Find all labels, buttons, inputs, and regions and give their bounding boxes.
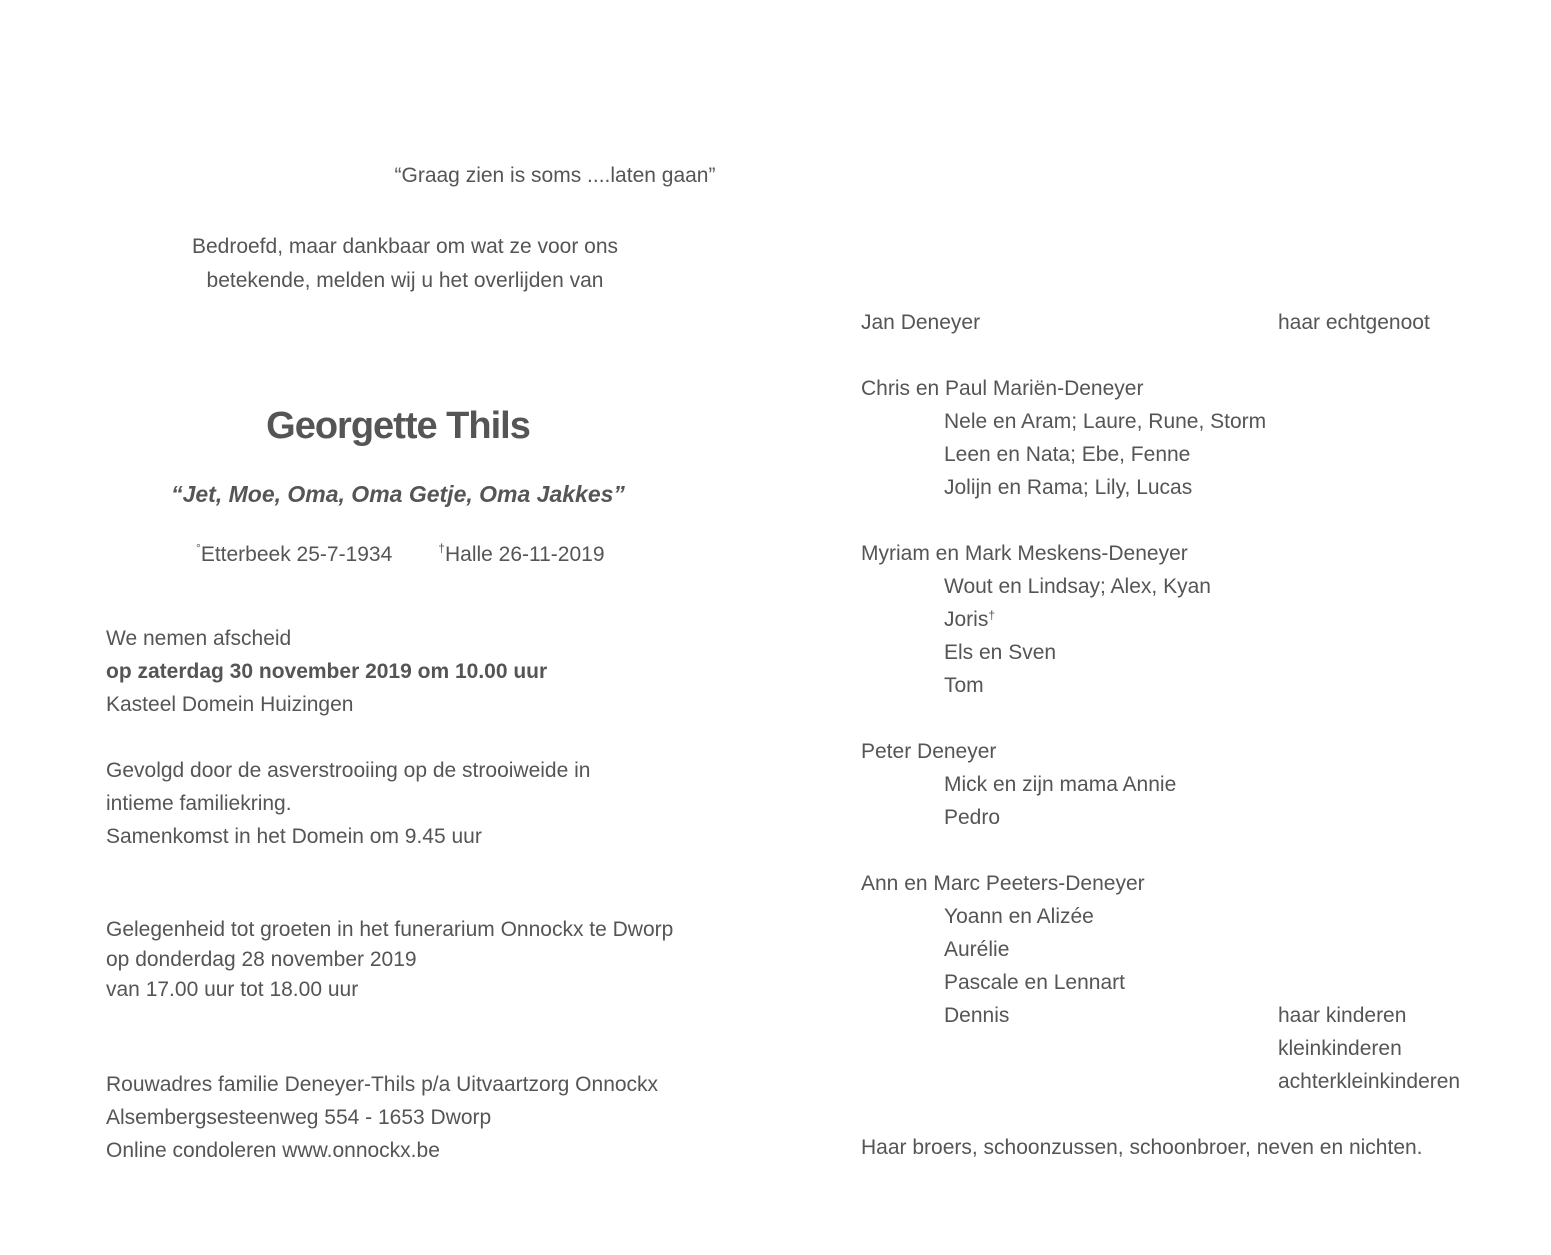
grandchild-entry: Tom (944, 674, 984, 697)
extended-family: Haar broers, schoonzussen, schoonbroer, neven en nichten. (861, 1136, 1423, 1159)
farewell-location: Kasteel Domein Huizingen (106, 693, 354, 716)
deceased-name: Georgette Thils (266, 405, 530, 447)
scattering-line: Gevolgd door de asverstrooiing op de strooiweide in (106, 759, 591, 782)
mourning-address (106, 1068, 658, 1167)
birth-symbol: ° (196, 541, 201, 555)
intro-line: Bedroefd, maar dankbaar om wat ze voor ons (191, 235, 619, 258)
visitation-line: Gelegenheid tot groeten in het funerarium Onnockx te Dworp (106, 918, 674, 941)
death-symbol: † (438, 541, 445, 555)
birth-date: Etterbeek 25-7-1934 (200, 543, 393, 566)
visitation-info (106, 915, 673, 1005)
address-line: Rouwadres familie Deneyer-Thils p/a Uitvaartzorg Onnockx (106, 1073, 659, 1096)
intro-line: betekende, melden wij u het overlijden van (206, 269, 604, 292)
grandchild-entry: Pedro (944, 806, 1001, 829)
grandchild-entry: Aurélie (944, 938, 1010, 961)
scattering-info (106, 754, 590, 853)
family-parents: Ann en Marc Peeters-Deneyer (861, 872, 1145, 895)
grandchild-entry: Yoann en Alizée (944, 905, 1094, 928)
intro-text (150, 230, 660, 298)
grandchild-entry: Jolijn en Rama; Lily, Lucas (944, 476, 1193, 499)
death-date: Halle 26-11-2019 (444, 543, 605, 566)
visitation-line: van 17.00 uur tot 18.00 uur (106, 978, 359, 1001)
relation-label: haar kinderen (1278, 1004, 1407, 1027)
quote: “Graag zien is soms ....laten gaan” (394, 164, 716, 187)
visitation-line: op donderdag 28 november 2019 (106, 948, 417, 971)
family-parents: Chris en Paul Mariën-Deneyer (861, 377, 1144, 400)
condolence-link: Online condoleren www.onnockx.be (106, 1139, 440, 1162)
grandchild-entry: Leen en Nata; Ebe, Fenne (944, 443, 1191, 466)
scattering-line: intieme familiekring. (106, 792, 292, 815)
spouse-relation: haar echtgenoot (1278, 311, 1430, 334)
relation-label: achterkleinkinderen (1278, 1070, 1461, 1093)
grandchild-entry: Els en Sven (944, 641, 1057, 664)
deceased-nicknames: “Jet, Moe, Oma, Oma Getje, Oma Jakkes” (171, 481, 625, 507)
grandchild-entry: Mick en zijn mama Annie (944, 773, 1177, 796)
grandchild-entry (944, 603, 995, 636)
grandchild-entry: Dennis (944, 1004, 1010, 1027)
relation-label: kleinkinderen (1278, 1037, 1402, 1060)
farewell-info (106, 622, 547, 721)
family-parents: Peter Deneyer (861, 740, 997, 763)
grandchild-entry: Wout en Lindsay; Alex, Kyan (944, 575, 1211, 598)
life-dates (196, 543, 605, 567)
grandchild-entry: Nele en Aram; Laure, Rune, Storm (944, 410, 1267, 433)
grandchild-entry: Pascale en Lennart (944, 971, 1125, 994)
deceased-cross-mark: † (988, 608, 996, 622)
scattering-line: Samenkomst in het Domein om 9.45 uur (106, 825, 482, 848)
farewell-datetime: op zaterdag 30 november 2019 om 10.00 uur (106, 660, 548, 683)
spouse-name: Jan Deneyer (861, 311, 981, 334)
grandchild-name: Joris (944, 608, 989, 631)
family-parents: Myriam en Mark Meskens-Deneyer (861, 542, 1188, 565)
address-line: Alsembergsesteenweg 554 - 1653 Dworp (106, 1106, 492, 1129)
farewell-line: We nemen afscheid (106, 627, 292, 650)
